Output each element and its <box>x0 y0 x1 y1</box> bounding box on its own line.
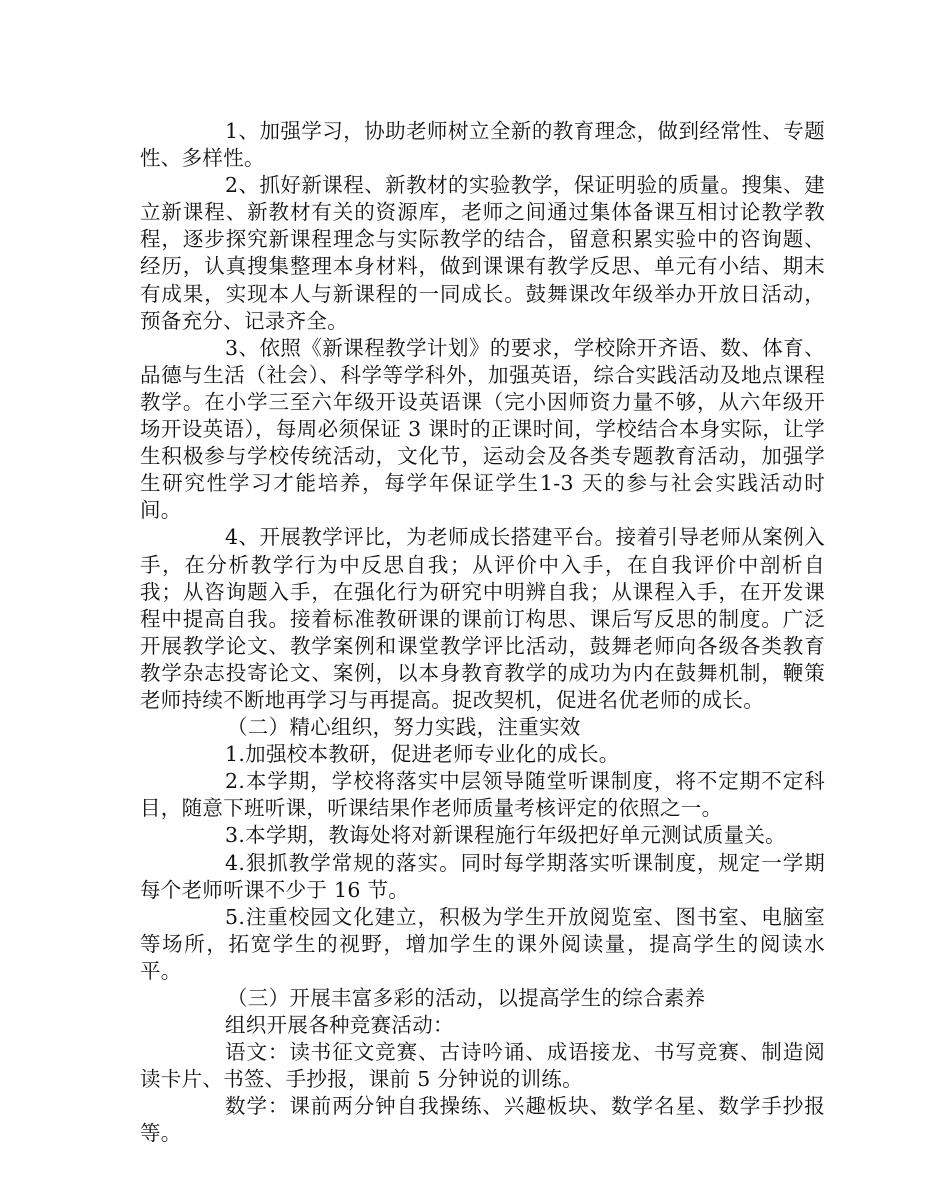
paragraph-9: 5.注重校园文化建立，积极为学生开放阅览室、图书室、电脑室等场所，拓宽学生的视野，增加学生的课外阅读量，提高学生的阅读水平。 <box>140 904 825 983</box>
paragraph-1: 1、加强学习，协助老师树立全新的教育理念，做到经常性、专题性、多样性。 <box>140 119 825 171</box>
paragraph-3: 3、依照《新课程教学计划》的要求，学校除开齐语、数、体育、品德与生活（社会）、科学等学科外，加强英语，综合实践活动及地点课程教学。在小学三至六年级开设英语课（完小因师资力量不够，从六年级开场开设英语），每周必须保证 3 课时的正课时间，学校结合本身实际，让学生积极参与学校传统活动，文化节，运动会及各类专题教育活动，加强学生研究性学习才能培养，每学年保证学生1-3 天的参与社会实践活动时间。 <box>140 335 825 523</box>
paragraph-7: 3.本学期，教诲处将对新课程施行年级把好单元测试质量关。 <box>225 823 786 848</box>
paragraph-11: 语文：读书征文竞赛、古诗吟诵、成语接龙、书写竞赛、制造阅读卡片、书签、手抄报，课前 5 分钟说的训练。 <box>140 1040 825 1092</box>
paragraph-4: 4、开展教学评比，为老师成长搭建平台。接着引导老师从案例入手，在分析教学行为中反思自我；从评价中入手，在自我评价中剖析自我；从咨询题入手，在强化行为研究中明辨自我；从课程入手，在开发课程中提高自我。接着标准教研课的课前订构思、课后写反思的制度。广泛开展教学论文、教学案例和课堂教学评比活动，鼓舞老师向各级各类教育教学杂志投寄论文、案例，以本身教育教学的成功为内在鼓舞机制，鞭策老师持续不断地再学习与再提高。捉改契机，促进名优老师的成长。 <box>140 525 825 712</box>
paragraph-12: 数学：课前两分钟自我操练、兴趣板块、数学名星、数学手抄报等。 <box>140 1094 825 1146</box>
paragraph-10: 组织开展各种竞赛活动： <box>225 1013 454 1038</box>
paragraph-5: 1.加强校本教研，促进老师专业化的成长。 <box>225 742 620 767</box>
paragraph-2: 2、抓好新课程、新教材的实验教学，保证明验的质量。搜集、建立新课程、新教材有关的资源库，老师之间通过集体备课互相讨论教学教程，逐步探究新课程理念与实际教学的结合，留意积累实验中的咨询题、经历，认真搜集整理本身材料，做到课课有教学反思、单元有小结、期末有成果，实现本人与新课程的一同成长。鼓舞课改年级举办开放日活动，预备充分、记录齐全。 <box>140 173 825 333</box>
document-body <box>140 118 825 1148</box>
paragraph-8: 4.狠抓教学常规的落实。同时每学期落实听课制度，规定一学期每个老师听课不少于 16 节。 <box>140 850 825 902</box>
section-heading-2: （二）精心组织，努力实践，注重实效 <box>227 715 581 740</box>
section-heading-3: （三）开展丰富多彩的活动，以提高学生的综合素养 <box>227 986 706 1010</box>
paragraph-6: 2.本学期，学校将落实中层领导随堂听课制度，将不定期不定科目，随意下班听课，听课结果作老师质量考核评定的依照之一。 <box>140 769 825 821</box>
